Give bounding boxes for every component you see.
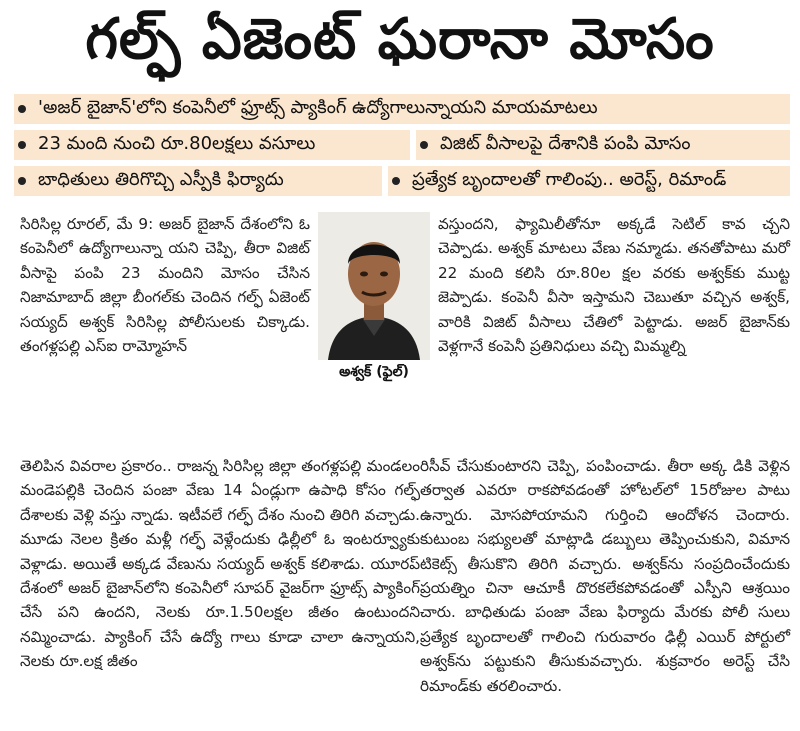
subheadlines bbox=[14, 94, 790, 202]
article-paragraph: రిసీవ్ చేసుకుంటారని చెప్పి, పంపించాడు. తీరా అక్క డికి వెళ్లిన తర్వాత ఎవరూ రాకపోవడంతో హోటల్‌లో 15రోజుల పాటు ఉన్నారు. మోసపోయామని గుర్తించి ఆందోళన చెందారు. కుటుంబ సభ్యులతో మాట్లాడి డబ్బులు తెప్పించుకుని, విమాన టికెట్స్ తీసుకొని తిరిగి వచ్చారు. అశ్వక్‌ను సంప్రదించేందుకు ప్రయత్నిం చినా ఆచూకీ దొరకలేకపోవడంతో ఎస్పీని ఆశ్రయిం చారు. బాధితుడు పంజా వేణు ఫిర్యాదు మేరకు పోలీ సులు ప్రత్యేక బృందాలతో గాలించి గురువారం ఢిల్లీ ఎయిర్ పోర్టులో అశ్వక్‌ను పట్టుకుని తీసుకువచ్చారు. శుక్రవారం అరెస్ట్ చేసి రిమాండ్‌కు తరలించారు. bbox=[420, 457, 790, 695]
deck-item bbox=[14, 94, 790, 124]
article-column-left-bottom bbox=[20, 454, 420, 674]
bullet-icon bbox=[18, 141, 26, 149]
person-photo bbox=[318, 212, 430, 360]
photo-box bbox=[318, 212, 430, 388]
deck-text: బాధితులు తిరిగొచ్చి ఎస్పీకి ఫిర్యాదు bbox=[38, 168, 284, 190]
article-column-right-top bbox=[438, 212, 790, 358]
article-paragraph: వస్తుందని, ఫ్యామిలీతోనూ అక్కడే సెటిల్ కావ చ్చని చెప్పాడు. అశ్వక్ మాటలు వేణు నమ్మాడు. తనతోపాటు మరో 22 మంది కలిసి రూ.80ల క్షల వరకు అశ్వక్‌కు ముట్ట జెప్పాడు. కంపెనీ వీసా ఇస్తామని చెబుతూ వచ్చిన అశ్వక్, వారికి విజిట్ వీసాలు చేతిలో పెట్టాడు. అజర్ బైజాన్‌కు వెళ్లగానే కంపెనీ ప్రతినిధులు వచ్చి మిమ్మల్ని bbox=[438, 215, 790, 356]
photo-caption: అశ్వక్ (ఫైల్) bbox=[339, 364, 409, 380]
deck-item bbox=[14, 166, 382, 196]
deck-row-1 bbox=[14, 94, 790, 124]
bullet-icon bbox=[18, 105, 26, 113]
article-paragraph: తెలిపిన వివరాల ప్రకారం.. రాజన్న సిరిసిల్ల జిల్లా తంగళ్లపల్లి మండలం మండెపల్లికి చెందిన పంజా వేణు 14 ఏండ్లుగా ఉపాధి కోసం గల్ఫ్ దేశాలకు వెళ్లి వస్తు న్నాడు. ఇటీవలే గల్ఫ్ దేశం నుంచి తిరిగి వచ్చాడు. మూడు నెలల క్రితం మళ్లీ గల్ఫ్ వెళ్లేందుకు ఢిల్లీలో ఓ ఇంటర్వ్యూకు వెళ్లాడు. అయితే అక్కడ వేణును సయ్యద్ అశ్వక్ కలిశాడు. యూరప్ దేశంలో అజర్ బైజాన్‌లోని కంపెనీలో సూపర్ వైజర్‌గా ఫ్రూట్స్ ప్యాకింగ్ చేసే పని ఉందని, నెలకు రూ.1.50లక్షల జీతం ఉంటుందని నమ్మించాడు. ప్యాకింగ్ చేసే ఉద్యో గాలు కూడా చాలా ఉన్నాయని, నెలకు రూ.లక్ష జీతం bbox=[20, 457, 420, 671]
bullet-icon bbox=[392, 177, 400, 185]
deck-text: విజిట్ వీసాలపై దేశానికి పంపి మోసం bbox=[440, 132, 691, 154]
deck-item bbox=[416, 130, 790, 160]
deck-item bbox=[14, 130, 410, 160]
deck-text: 23 మంది నుంచి రూ.80లక్షలు వసూలు bbox=[38, 132, 316, 154]
deck-text: ప్రత్యేక బృందాలతో గాలింపు.. అరెస్ట్, రిమాండ్ bbox=[412, 168, 727, 190]
bullet-icon bbox=[420, 141, 428, 149]
deck-row-2 bbox=[14, 130, 790, 160]
deck-text: 'అజర్ బైజాన్'లోని కంపెనీలో ఫ్రూట్స్ ప్యాకింగ్ ఉద్యోగాలున్నాయని మాయమాటలు bbox=[38, 96, 598, 118]
article-column-right-bottom bbox=[420, 454, 790, 698]
bullet-icon bbox=[18, 177, 26, 185]
article-paragraph: సిరిసిల్ల రూరల్, మే 9: అజర్ బైజాన్ దేశంలోని ఓ కంపెనీలో ఉద్యోగాలున్నా యని చెప్పి, తీరా విజిట్ వీసాపై పంపి 23 మందిని మోసం చేసిన నిజామాబాద్ జిల్లా బీంగల్‌కు చెందిన గల్ఫ్ ఏజెంట్ సయ్యద్ అశ్వక్ సిరిసిల్ల పోలీసులకు చిక్కాడు. తంగళ్లపల్లి ఎస్ఐ రామ్మోహన్ bbox=[20, 215, 310, 356]
deck-item bbox=[388, 166, 790, 196]
headline: గల్ఫ్ ఏజెంట్ ఘరానా మోసం bbox=[85, 6, 715, 72]
article-column-left-top bbox=[20, 212, 310, 358]
article-body bbox=[20, 212, 790, 724]
deck-row-3 bbox=[14, 166, 790, 196]
